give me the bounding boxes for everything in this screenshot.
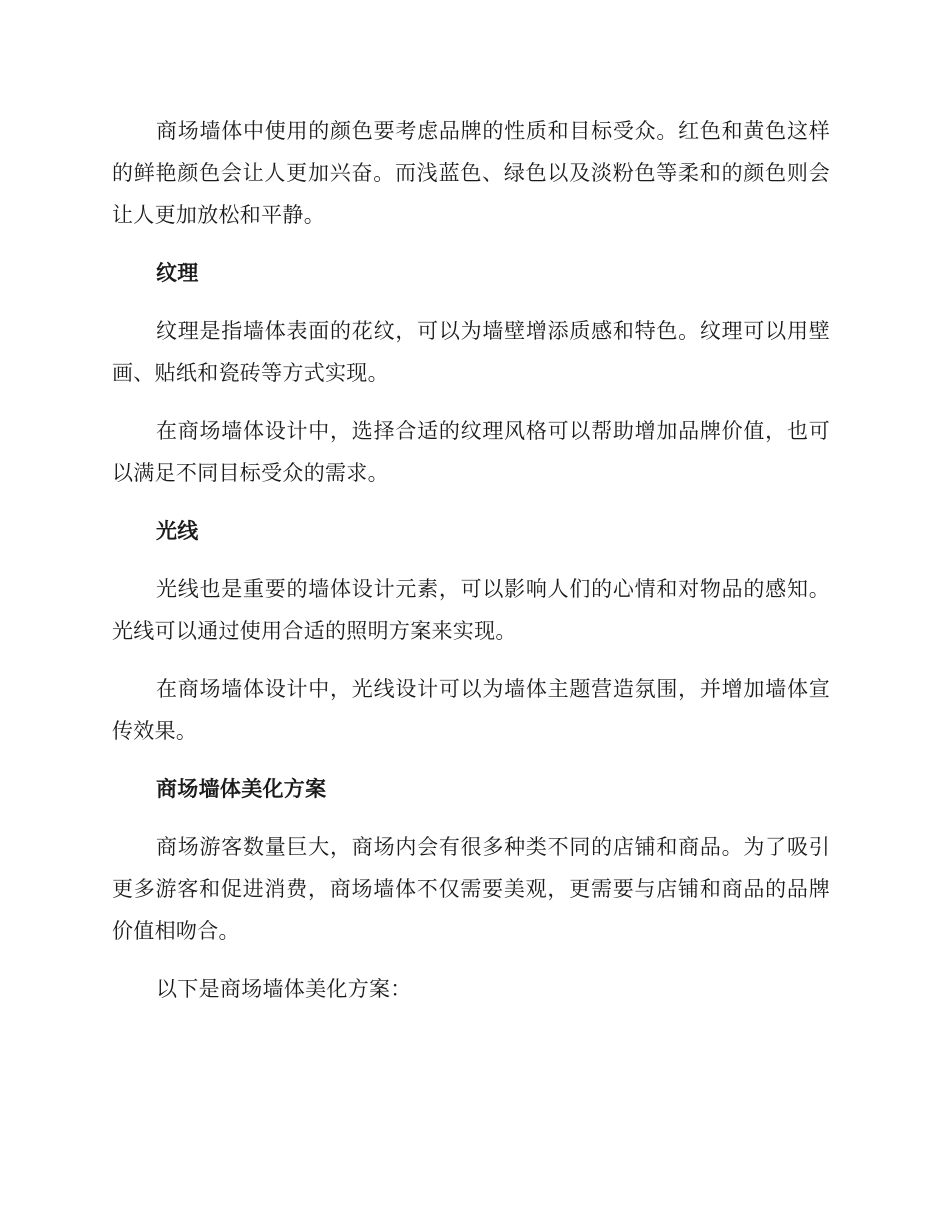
section-heading-beautification-plan: 商场墙体美化方案	[156, 777, 327, 801]
document-body	[112, 110, 830, 1026]
paragraph-texture-definition: 纹理是指墙体表面的花纹，可以为墙壁增添质感和特色。纹理可以用壁画、贴纸和瓷砖等方式实现。	[112, 319, 830, 385]
paragraph-lighting-design: 在商场墙体设计中，光线设计可以为墙体主题营造氛围，并增加墙体宣传效果。	[112, 677, 830, 743]
paragraph-plan-intro: 以下是商场墙体美化方案：	[156, 977, 412, 1001]
section-heading-lighting: 光线	[156, 519, 199, 543]
section-heading-texture: 纹理	[156, 261, 199, 285]
paragraph-color-usage: 商场墙体中使用的颜色要考虑品牌的性质和目标受众。红色和黄色这样的鲜艳颜色会让人更加兴奋。而浅蓝色、绿色以及淡粉色等柔和的颜色则会让人更加放松和平静。	[112, 119, 830, 227]
paragraph-texture-design: 在商场墙体设计中，选择合适的纹理风格可以帮助增加品牌价值，也可以满足不同目标受众的需求。	[112, 419, 830, 485]
paragraph-mall-visitors: 商场游客数量巨大，商场内会有很多种类不同的店铺和商品。为了吸引更多游客和促进消费，商场墙体不仅需要美观，更需要与店铺和商品的品牌价值相吻合。	[112, 835, 830, 943]
paragraph-lighting-definition: 光线也是重要的墙体设计元素，可以影响人们的心情和对物品的感知。光线可以通过使用合适的照明方案来实现。	[112, 577, 830, 643]
